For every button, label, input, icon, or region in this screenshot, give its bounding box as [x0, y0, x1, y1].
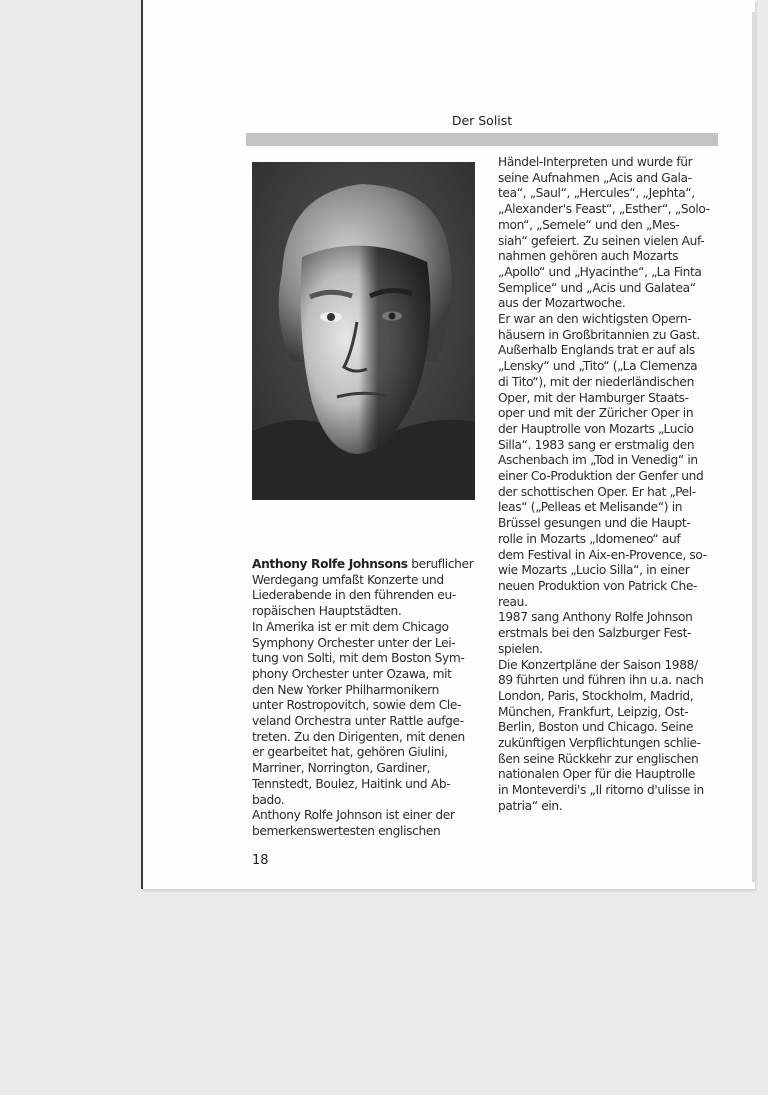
text-line: siah“ gefeiert. Zu seinen vielen Auf-	[498, 233, 705, 248]
text-line: Werdegang umfaßt Konzerte und	[252, 572, 444, 587]
text-line: di Tito“), mit der niederländischen	[498, 374, 694, 389]
text-line: er gearbeitet hat, gehören Giulini,	[252, 745, 448, 760]
text-line: München, Frankfurt, Leipzig, Ost-	[498, 704, 689, 719]
text-line: Brüssel gesungen und die Haupt-	[498, 516, 691, 531]
text-line: Silla“. 1983 sang er erstmalig den	[498, 437, 695, 452]
text-line: „Apollo“ und „Hyacinthe“, „La Finta	[498, 264, 702, 279]
text-line: Die Konzertpläne der Saison 1988/	[498, 657, 698, 672]
page-header: Der Solist	[451, 113, 513, 128]
text-line: oper und mit der Züricher Oper in	[498, 406, 694, 421]
facing-page-edge	[752, 12, 757, 882]
text-line: Außerhalb Englands trat er auf als	[498, 343, 695, 358]
text-line: Semplice“ und „Acis und Galatea“	[498, 280, 696, 295]
portrait-photo	[252, 162, 475, 500]
portrait-image	[252, 162, 475, 500]
text-line	[252, 557, 473, 573]
text-line: Händel-Interpreten und wurde für	[498, 155, 693, 169]
text-line: der Hauptrolle von Mozarts „Lucio	[498, 421, 694, 436]
text-line: bemerkenswertesten englischen	[252, 823, 441, 838]
text-line: nahmen gehören auch Mozarts	[498, 249, 679, 264]
text-line: erstmals bei den Salzburger Fest-	[498, 626, 692, 641]
page-number: 18	[252, 853, 269, 868]
text-line: mon“, „Semele“ und den „Mes-	[498, 217, 680, 232]
text-line: Oper, mit der Hamburger Staats-	[498, 390, 689, 405]
text-line: reau.	[498, 594, 528, 609]
text-line: aus der Mozartwoche.	[498, 296, 626, 311]
text-line: häusern in Großbritannien zu Gast.	[498, 327, 700, 342]
text-line: Liederabende in den führenden eu-	[252, 588, 456, 603]
text-line: Aschenbach im „Tod in Venedig“ in	[498, 453, 698, 468]
text-line: tung von Solti, mit dem Boston Sym-	[252, 651, 465, 666]
text-line: treten. Zu den Dirigenten, mit denen	[252, 729, 465, 744]
text-line: tea“, „Saul“, „Hercules“, „Jephta“,	[498, 186, 695, 201]
text-line: den New Yorker Philharmonikern	[252, 682, 440, 697]
text-line: „Alexander's Feast“, „Esther“, „Solo-	[498, 202, 710, 217]
text-line: phony Orchester unter Ozawa, mit	[252, 666, 452, 681]
text-line: 89 führten und führen ihn u.a. nach	[498, 673, 704, 688]
text-line: ropäischen Hauptstädten.	[252, 604, 402, 619]
text-line: Tennstedt, Boulez, Haitink und Ab-	[252, 776, 451, 791]
singer-name: Anthony Rolfe Johnsons	[252, 557, 408, 571]
text-line: veland Orchestra unter Rattle aufge-	[252, 714, 464, 729]
right-text-column	[498, 155, 710, 815]
text-line: Berlin, Boston und Chicago. Seine	[498, 720, 693, 735]
text-line: London, Paris, Stockholm, Madrid,	[498, 688, 694, 703]
text-line: nationalen Oper für die Hauptrolle	[498, 767, 696, 782]
text-line: Symphony Orchester unter der Lei-	[252, 635, 456, 650]
text-line: der schottischen Oper. Er hat „Pel-	[498, 484, 696, 499]
header-rule-bar	[246, 133, 718, 146]
text-line: seine Aufnahmen „Acis and Gala-	[498, 170, 692, 185]
text-line: bado.	[252, 792, 285, 807]
text-line: patria“ ein.	[498, 798, 563, 813]
text-line: Marriner, Norrington, Gardiner,	[252, 761, 431, 776]
lead-text: beruflicher	[407, 557, 474, 571]
text-line: Anthony Rolfe Johnson ist einer der	[252, 808, 455, 823]
text-line: In Amerika ist er mit dem Chicago	[252, 619, 449, 634]
text-line: zukünftigen Verpflichtungen schlie-	[498, 736, 701, 751]
text-line: ßen seine Rückkehr zur englischen	[498, 751, 699, 766]
text-line: 1987 sang Anthony Rolfe Johnson	[498, 610, 693, 625]
text-line: leas“ („Pelleas et Melisande“) in	[498, 500, 683, 515]
text-line: neuen Produktion von Patrick Che-	[498, 578, 698, 593]
text-line: rolle in Mozarts „Idomeneo“ auf	[498, 531, 681, 546]
text-line: dem Festival in Aix-en-Provence, so-	[498, 547, 707, 562]
text-line: wie Mozarts „Lucio Silla“, in einer	[498, 563, 690, 578]
text-line: spielen.	[498, 641, 543, 656]
text-line: Er war an den wichtigsten Opern-	[498, 312, 692, 327]
text-line: „Lensky“ und „Tito“ („La Clemenza	[498, 359, 698, 374]
text-line: unter Rostropovitch, sowie dem Cle-	[252, 698, 462, 713]
text-line: einer Co-Produktion der Genfer und	[498, 469, 704, 484]
left-text-column	[252, 557, 473, 840]
text-line: in Monteverdi's „Il ritorno d'ulisse in	[498, 783, 704, 798]
